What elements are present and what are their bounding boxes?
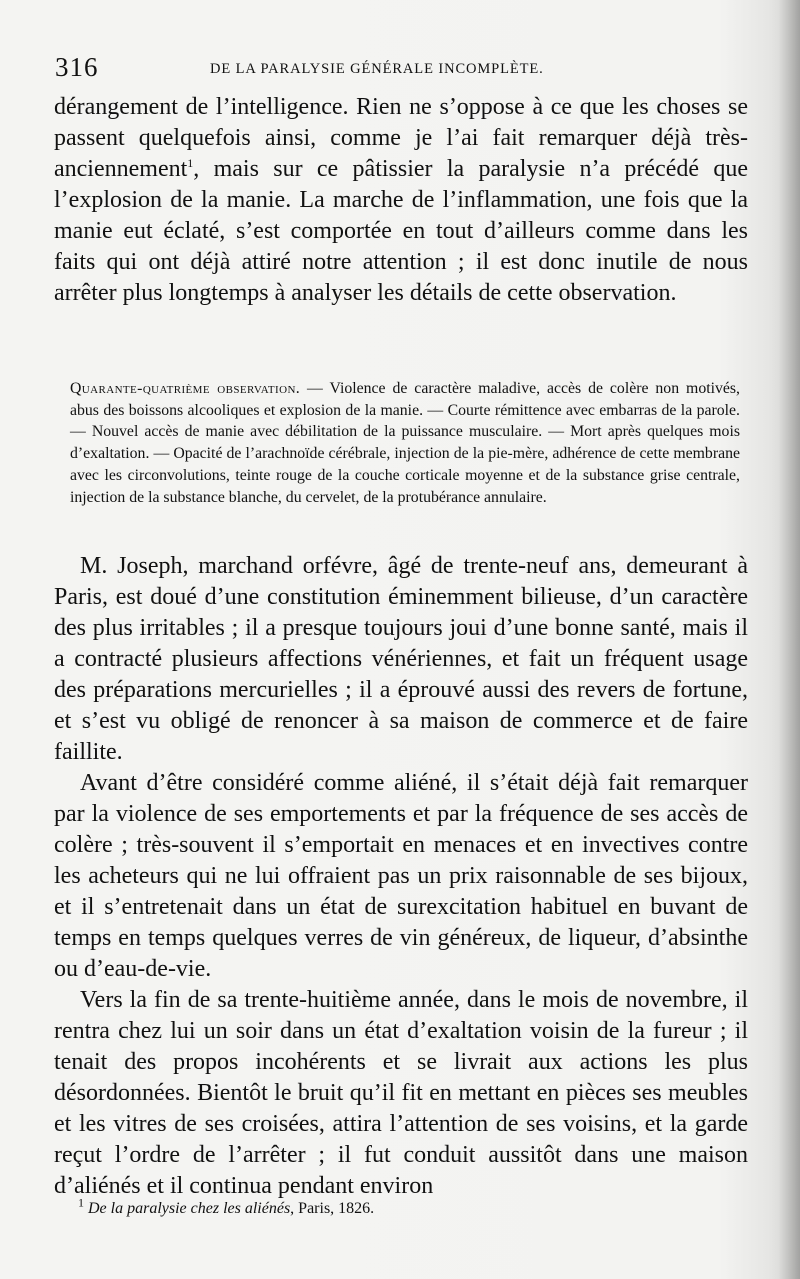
observation-summary xyxy=(70,378,740,508)
page-edge-shadow xyxy=(778,0,800,1279)
footnote xyxy=(78,1195,375,1219)
footnote-title: De la paralysie chez les aliénés xyxy=(88,1200,291,1217)
paragraph-1: M. Joseph, marchand orfévre, âgé de trente-neuf ans, demeurant à Paris, est doué d’une constitution éminemment bilieuse, d’un caractère des plus irritables ; il a presque toujours joui d’une bonne santé, mais il a contracté plusieurs affections vénériennes, et fait un fréquent usage des préparations mercurielles ; il a éprouvé aussi des revers de fortune, et s’est vu obligé de renoncer à sa maison de commerce et de faire faillite. xyxy=(54,553,748,765)
running-head: DE LA PARALYSIE GÉNÉRALE INCOMPLÈTE. xyxy=(210,61,544,77)
text-after-note: , mais sur ce pâtissier la paralysie n’a précédé que l’explosion de la manie. La marche de l’inflammation, une fois que la manie eut éclaté, s’est comportée en tout d’ailleurs comme dans les faits qui ont déjà attiré notre attention ; il est donc inutile de nous arrêter plus longtemps à analyser les détails de cette observation. xyxy=(54,156,748,306)
footnote-reference: 1 xyxy=(187,156,194,170)
opening-paragraph xyxy=(54,92,748,309)
observation-text: — Violence de caractère maladive, accès de colère non motivés, abus des boissons alcooliques et explosion de la manie. — Courte rémittence avec embarras de la parole. — Nouvel accès de manie avec débilitation de la puissance musculaire. — Mort après quelques mois d’exaltation. — Opacité de l’arachnoïde cérébrale, injection de la pie-mère, adhérence de cette membrane avec les circonvolutions, teinte rouge de la couche corticale moyenne et de la substance grise centrale, injection de la substance blanche, du cervelet, de la protubérance annulaire. xyxy=(70,380,740,506)
paragraph-3: Vers la fin de sa trente-huitième année, dans le mois de novembre, il rentra chez lui un soir dans un état d’exaltation voisin de la fureur ; il tenait des propos incohérents et se livrait aux actions les plus désordonnées. Bientôt le bruit qu’il fit en mettant en pièces ses meubles et les vitres de ses croisées, attira l’attention de ses voisins, et la garde reçut l’ordre de l’arrêter ; il fut conduit aussitôt dans une maison d’aliénés et il continua pendant environ xyxy=(54,987,748,1199)
observation-title: Quarante-quatrième observation. xyxy=(70,380,301,397)
page-header xyxy=(55,52,755,86)
text-before-note: dérangement de l’intelligence. Rien ne s’oppose à ce que les choses se passent quelquefois ainsi, comme je l’ai fait remarquer déjà très-anciennement xyxy=(54,94,748,182)
paragraph-2: Avant d’être considéré comme aliéné, il s’était déjà fait remarquer par la violence de ses emportements et par la fréquence de ses accès de colère ; très-souvent il s’emportait en menaces et en invectives contre les acheteurs qui ne lui offraient pas un prix raisonnable de ses bijoux, et il s’entretenait dans un état de surexcitation habituel en buvant de temps en temps quelques verres de vin généreux, de liqueur, d’absinthe ou d’eau-de-vie. xyxy=(54,770,748,982)
page-number: 316 xyxy=(55,52,99,82)
footnote-marker: 1 xyxy=(78,1195,84,1210)
paragraph-text xyxy=(54,92,748,309)
case-narrative xyxy=(54,551,748,1202)
footnote-rest: , Paris, 1826. xyxy=(290,1200,375,1217)
